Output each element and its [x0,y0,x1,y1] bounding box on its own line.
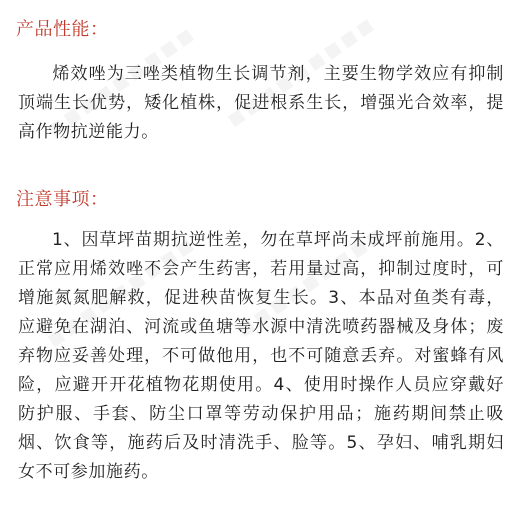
precautions-title: 注意事项： [16,189,109,210]
product-performance-title: 产品性能： [16,19,109,40]
product-performance-text: 烯效唑为三唑类植物生长调节剂，主要生物学效应有抑制顶端生长优势，矮化植株，促进根系生长，增强光合效率，提高作物抗逆能力。 [18,64,504,142]
product-performance-paragraph [18,60,504,147]
precautions-paragraph [18,226,504,487]
precautions-text: 1、因草坪苗期抗逆性差，勿在草坪尚未成坪前施用。2、正常应用烯效唑不会产生药害，若用量过高，抑制过度时，可增施氮氮肥解救，促进秧苗恢复生长。3、本品对鱼类有毒，应避免在湖泊、河流或鱼塘等水源中清洗喷药器械及身体；废弃物应妥善处理，不可做他用，也不可随意丢弃。对蜜蜂有风险，应避开开花植物花期使用。4、使用时操作人员应穿戴好防护服、手套、防尘口罩等劳动保护用品；施药期间禁止吸烟、饮食等，施药后及时清洗手、脸等。5、孕妇、哺乳期妇女不可参加施药。 [18,230,504,482]
